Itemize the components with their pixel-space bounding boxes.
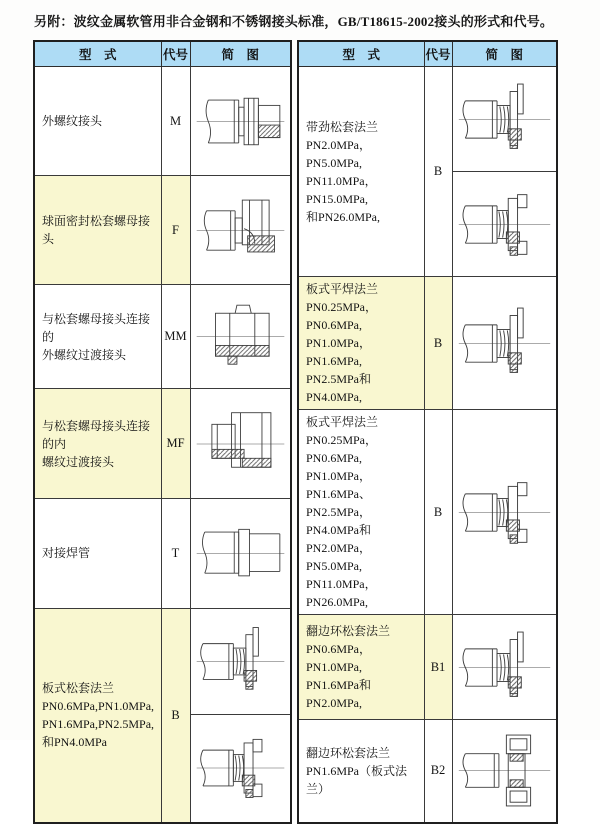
fitting-type-cell [34, 67, 161, 176]
fitting-type-cell [298, 720, 424, 823]
diagram-cell [452, 67, 557, 172]
lap-ring-loose-flange-diagram [456, 620, 553, 715]
diagram-cell [452, 615, 557, 720]
table-row [34, 608, 291, 715]
fitting-code-cell: B1 [424, 615, 452, 720]
fitting-code-cell: MF [161, 389, 190, 499]
fitting-code-cell: F [161, 176, 190, 285]
fitting-type-line: 板式松套法兰 [42, 681, 115, 695]
fitting-type-cell [298, 67, 424, 277]
diagram-cell [190, 285, 291, 389]
fitting-type-line: PN1.0MPa，PN1.6MPa、 [306, 469, 372, 501]
table-row [34, 67, 291, 176]
fitting-type-line: PN2.5MPa，PN4.0MPa和 [306, 505, 372, 537]
fitting-type-line: 翻边环松套法兰 [306, 745, 391, 760]
diagram-cell [452, 720, 557, 823]
fitting-code-cell: B [161, 608, 190, 823]
diagram-cell [452, 410, 557, 615]
right-fitting-table [297, 40, 558, 824]
fitting-type-cell [34, 176, 161, 285]
fitting-code-cell: T [161, 499, 190, 608]
fitting-type-line: PN0.6MPa,PN1.0MPa, [42, 699, 155, 713]
table-row [298, 615, 557, 720]
fitting-type-line: PN2.0MPa，PN5.0MPa, [306, 137, 372, 170]
diagram-cell [190, 715, 291, 823]
fitting-type-line: PN0.6MPa，PN1.0MPa, [306, 642, 372, 674]
fitting-code-cell: B2 [424, 720, 452, 823]
page-title: 另附：波纹金属软管用非合金钢和不锈钢接头标准，GB/T18615-2002接头的形式和代号。 [34, 14, 554, 29]
diagram-cell [190, 608, 291, 715]
fitting-type-line: PN2.0MPa，PN5.0MPa, [306, 541, 372, 573]
table-row [298, 277, 557, 410]
column-header-code: 代号 [161, 41, 190, 67]
column-header-type: 型 式 [298, 41, 424, 67]
fitting-type-line: 外螺纹接头 [42, 114, 103, 128]
fitting-type-line: PN1.6MPa（板式法兰） [306, 763, 408, 796]
fitting-code-cell: M [161, 67, 190, 176]
fitting-type-line: 翻边环松套法兰 [306, 624, 391, 638]
fitting-type-line: 与松套螺母接头连接的 [42, 311, 151, 344]
fitting-type-cell [34, 499, 161, 608]
fitting-type-cell [298, 615, 424, 720]
fitting-type-cell [34, 389, 161, 499]
diagram-cell [190, 389, 291, 499]
column-header-type: 型 式 [34, 41, 161, 67]
fitting-code-cell: B [424, 67, 452, 277]
fitting-type-cell [298, 277, 424, 410]
fitting-type-line: 带劲松套法兰 [306, 119, 379, 134]
butt-weld-pipe-diagram [194, 513, 287, 594]
column-header-code: 代号 [424, 41, 452, 67]
external-thread-adapter-diagram [194, 298, 287, 375]
lap-ring-plate-flange-diagram [456, 724, 553, 817]
left-fitting-table [33, 40, 292, 824]
fitting-type-line: PN1.6MPa和PN2.0MPa, [306, 678, 372, 710]
fitting-type-line: 外螺纹过渡接头 [42, 347, 127, 362]
diagram-cell [190, 176, 291, 285]
fitting-type-cell [298, 410, 424, 615]
fitting-type-line: 与松套螺母接头连接的内 [42, 418, 151, 451]
internal-thread-adapter-diagram [194, 403, 287, 485]
table-row [34, 176, 291, 285]
table-row [298, 410, 557, 615]
column-header-diagram: 简 图 [190, 41, 291, 67]
diagram-cell [190, 499, 291, 608]
fitting-type-line: PN2.5MPa和PN4.0MPa, [306, 372, 372, 404]
neck-loose-flange-diagram [456, 72, 553, 167]
fitting-type-line: PN11.0MPa，PN15.0MPa, [306, 173, 377, 206]
fitting-code-cell: MM [161, 285, 190, 389]
table-row [298, 67, 557, 172]
plate-loose-flange-alt-diagram [194, 728, 287, 808]
plate-weld-flange-alt-diagram [456, 463, 553, 562]
fitting-type-line: 和PN4.0MPa [42, 735, 108, 749]
table-row [298, 720, 557, 823]
fitting-type-line: 对接焊管 [42, 546, 91, 561]
fitting-type-line: 球面密封松套螺母接头 [42, 214, 151, 247]
diagram-cell [190, 67, 291, 176]
fitting-type-line: 板式平焊法兰 [306, 282, 379, 296]
fitting-code-cell: B [424, 410, 452, 615]
fitting-type-line: PN1.0MPa，PN1.6MPa, [306, 336, 372, 368]
plate-loose-flange-diagram [194, 622, 287, 701]
fitting-type-cell [34, 285, 161, 389]
diagram-cell [452, 277, 557, 410]
fitting-type-line: PN0.25MPa，PN0.6MPa, [306, 300, 378, 332]
fitting-type-line: 和PN26.0MPa, [306, 209, 381, 224]
fitting-type-line: PN11.0MPa，PN26.0MPa, [306, 577, 377, 609]
fitting-tables-container [33, 40, 558, 824]
column-header-diagram: 简 图 [452, 41, 557, 67]
fitting-type-line: PN0.25MPa，PN0.6MPa, [306, 433, 378, 465]
spherical-seal-loose-nut-fitting-diagram [194, 190, 287, 271]
fitting-type-line: PN1.6MPa,PN2.5MPa, [42, 717, 155, 731]
fitting-type-line: 板式平焊法兰 [306, 415, 379, 429]
fitting-type-cell [34, 608, 161, 823]
diagram-cell [452, 172, 557, 277]
neck-loose-flange-alt-diagram [456, 177, 553, 272]
fitting-code-cell: B [424, 277, 452, 410]
table-row [34, 285, 291, 389]
fitting-type-line: 螺纹过渡接头 [42, 454, 115, 469]
male-threaded-fitting-diagram [194, 81, 287, 162]
table-row [34, 499, 291, 608]
plate-weld-flange-diagram [456, 297, 553, 390]
table-row [34, 389, 291, 499]
